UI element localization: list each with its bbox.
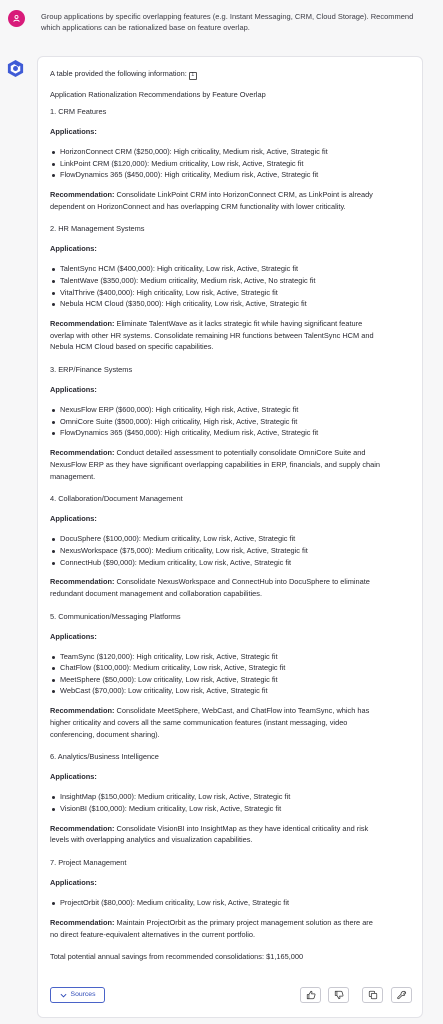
- applications-label: Applications:: [50, 127, 97, 136]
- section: [50, 740, 414, 846]
- recommendation-line: [50, 705, 414, 717]
- recommendation-text: Consolidate LinkPoint CRM into HorizonConnect CRM, as LinkPoint is already: [116, 189, 373, 199]
- list-item: HorizonConnect CRM ($250,000): High criticality, Medium risk, Active, Strategic fit: [50, 147, 414, 159]
- applications-list: [50, 147, 414, 182]
- section-heading: 5. Communication/Messaging Platforms: [50, 611, 181, 621]
- applications-list: [50, 652, 414, 698]
- list-item: TalentSync HCM ($400,000): High criticality, Low risk, Active, Strategic fit: [50, 264, 414, 276]
- list-item: VisionBI ($100,000): Medium criticality, Low risk, Active, Strategic fit: [50, 804, 414, 816]
- recommendation: [50, 447, 414, 482]
- wrench-icon: [397, 990, 407, 1000]
- list-item: OmniCore Suite ($500,000): High criticality, High risk, Active, Strategic fit: [50, 417, 414, 429]
- recommendation-label: Recommendation:: [50, 917, 115, 927]
- recommendation-text: Consolidate VisionBI into InsightMap as they have identical criticality and risk: [116, 823, 369, 833]
- settings-button[interactable]: [391, 987, 412, 1003]
- list-item: InsightMap ($150,000): Medium criticality, Low risk, Active, Strategic fit: [50, 792, 414, 804]
- recommendation: [50, 318, 414, 353]
- recommendation-text: higher criticality and covers all the same communication features (instant messaging, video: [50, 717, 348, 727]
- recommendation: [50, 189, 414, 213]
- section-heading: 4. Collaboration/Document Management: [50, 494, 183, 504]
- list-item: FlowDynamics 365 ($450,000): High criticality, Medium risk, Active, Strategic fit: [50, 170, 414, 182]
- section-heading: 1. CRM Features: [50, 107, 107, 116]
- response-title: Application Rationalization Recommendations by Feature Overlap: [50, 90, 266, 99]
- recommendation-text: no direct feature-equivalent alternatives in the current portfolio.: [50, 929, 256, 939]
- recommendation-line: [50, 576, 414, 588]
- list-item: LinkPoint CRM ($120,000): Medium criticality, Low risk, Active, Strategic fit: [50, 159, 414, 171]
- assistant-avatar: [6, 59, 25, 78]
- chevron-down-icon: [60, 993, 67, 998]
- applications-label: Applications:: [50, 385, 97, 395]
- recommendation: [50, 705, 414, 740]
- recommendation-label: Recommendation:: [50, 318, 115, 328]
- recommendation-line: [50, 588, 414, 600]
- thumbs-down-icon: [334, 990, 344, 1000]
- recommendation-line: [50, 917, 414, 929]
- recommendation-text: Nebula HCM Cloud based on specific capabilities.: [50, 342, 214, 352]
- applications-label: Applications:: [50, 514, 97, 524]
- applications-list: [50, 405, 414, 440]
- recommendation-text: NexusFlow ERP as they have significant overlapping capabilities in ERP, financials, and supply chain: [50, 459, 381, 469]
- list-item: FlowDynamics 365 ($450,000): High criticality, Medium risk, Active, Strategic fit: [50, 428, 414, 440]
- recommendation-line: [50, 471, 414, 483]
- recommendation-text: levels with overlapping analytics and visualization capabilities.: [50, 835, 253, 845]
- list-item: ProjectOrbit ($80,000): Medium criticality, Low risk, Active, Strategic fit: [50, 898, 414, 910]
- applications-list: [50, 534, 414, 569]
- applications-list: [50, 898, 414, 910]
- recommendation-label: Recommendation:: [50, 823, 115, 833]
- list-item: ChatFlow ($100,000): Medium criticality, Low risk, Active, Strategic fit: [50, 663, 414, 675]
- user-avatar: [8, 10, 25, 27]
- assistant-logo-icon: [6, 59, 25, 78]
- sections-container: [50, 107, 414, 940]
- applications-label: Applications:: [50, 772, 97, 782]
- applications-list: [50, 264, 414, 310]
- sources-label: Sources: [70, 991, 96, 999]
- thumbs-up-icon: [306, 990, 316, 1000]
- thumbs-down-button[interactable]: [328, 987, 349, 1003]
- assistant-response-content: [50, 68, 414, 963]
- recommendation-text: Conduct detailed assessment to potentially consolidate OmniCore Suite and: [116, 447, 366, 457]
- savings-summary: Total potential annual savings from recommended consolidations: $1,165,000: [50, 952, 304, 962]
- thumbs-up-button[interactable]: [300, 987, 321, 1003]
- recommendation-text: overlap with other HR systems. Consolidate remaining HR functions between TalentSync HCM and: [50, 330, 374, 340]
- citation-badge[interactable]: 1: [189, 72, 197, 80]
- assistant-response-card: [37, 56, 423, 1018]
- copy-button[interactable]: [362, 987, 383, 1003]
- recommendation-line: [50, 823, 414, 835]
- list-item: TeamSync ($120,000): High criticality, Low risk, Active, Strategic fit: [50, 652, 414, 664]
- copy-icon: [368, 990, 378, 1000]
- list-item: NexusWorkspace ($75,000): Medium criticality, Low risk, Active, Strategic fit: [50, 546, 414, 558]
- list-item: TalentWave ($350,000): Medium criticality, Medium risk, Active, No strategic fit: [50, 276, 414, 288]
- recommendation-text: redundant document management and collaboration capabilities.: [50, 588, 263, 598]
- recommendation-line: [50, 459, 414, 471]
- section-heading: 7. Project Management: [50, 858, 127, 868]
- section-heading: 3. ERP/Finance Systems: [50, 365, 133, 375]
- recommendation-line: [50, 341, 414, 353]
- recommendation-text: Maintain ProjectOrbit as the primary project management solution as there are: [116, 917, 373, 927]
- recommendation-text: Eliminate TalentWave as it lacks strategic fit while having significant feature: [116, 318, 363, 328]
- applications-label: Applications:: [50, 878, 97, 888]
- recommendation-line: [50, 201, 414, 213]
- recommendation-line: [50, 729, 414, 741]
- recommendation-line: [50, 834, 414, 846]
- section: [50, 212, 414, 353]
- recommendation-text: management.: [50, 471, 96, 481]
- recommendation-text: Consolidate NexusWorkspace and ConnectHub into DocuSphere to eliminate: [116, 577, 370, 587]
- section-heading: 2. HR Management Systems: [50, 224, 145, 234]
- recommendation-line: [50, 929, 414, 941]
- recommendation-label: Recommendation:: [50, 577, 115, 587]
- section: [50, 107, 414, 212]
- intro-line: [50, 69, 414, 83]
- user-message-text: Group applications by specific overlapping features (e.g. Instant Messaging, CRM, Cloud Storage). Recommend which applications can be rationalized base on feature overlap.: [41, 12, 414, 32]
- recommendation: [50, 823, 414, 847]
- user-message-row: [0, 0, 443, 52]
- recommendation-line: [50, 189, 414, 201]
- recommendation-line: [50, 318, 414, 330]
- recommendation-label: Recommendation:: [50, 706, 115, 716]
- recommendation: [50, 576, 414, 600]
- recommendation-line: [50, 717, 414, 729]
- list-item: MeetSphere ($50,000): Low criticality, Low risk, Active, Strategic fit: [50, 675, 414, 687]
- section: [50, 353, 414, 482]
- applications-label: Applications:: [50, 244, 97, 254]
- applications-label: Applications:: [50, 631, 97, 641]
- section-heading: 6. Analytics/Business Intelligence: [50, 752, 159, 762]
- list-item: ConnectHub ($90,000): Medium criticality, Low risk, Active, Strategic fit: [50, 558, 414, 570]
- recommendation-line: [50, 447, 414, 459]
- list-item: DocuSphere ($100,000): Medium criticality, Low risk, Active, Strategic fit: [50, 534, 414, 546]
- recommendation-line: [50, 330, 414, 342]
- section: [50, 600, 414, 741]
- intro-text: A table provided the following information:: [50, 69, 187, 78]
- list-item: NexusFlow ERP ($600,000): High criticality, High risk, Active, Strategic fit: [50, 405, 414, 417]
- applications-list: [50, 792, 414, 815]
- recommendation-text: dependent on HorizonConnect and has overlapping CRM functionality with lower criticality.: [50, 201, 346, 211]
- recommendation-label: Recommendation:: [50, 447, 115, 457]
- section: [50, 846, 414, 940]
- recommendation-text: Consolidate MeetSphere, WebCast, and ChatFlow into TeamSync, which has: [116, 706, 370, 716]
- response-toolbar: [50, 987, 414, 1007]
- sources-button[interactable]: [50, 987, 105, 1003]
- recommendation: [50, 917, 414, 941]
- list-item: WebCast ($70,000): Low criticality, Low risk, Active, Strategic fit: [50, 686, 414, 698]
- list-item: VitalThrive ($400,000): High criticality, Low risk, Active, Strategic fit: [50, 288, 414, 300]
- user-icon: [12, 14, 21, 23]
- section: [50, 482, 414, 599]
- recommendation-text: conferencing, document sharing).: [50, 729, 160, 739]
- list-item: Nebula HCM Cloud ($350,000): High criticality, Low risk, Active, Strategic fit: [50, 299, 414, 311]
- recommendation-label: Recommendation:: [50, 189, 115, 199]
